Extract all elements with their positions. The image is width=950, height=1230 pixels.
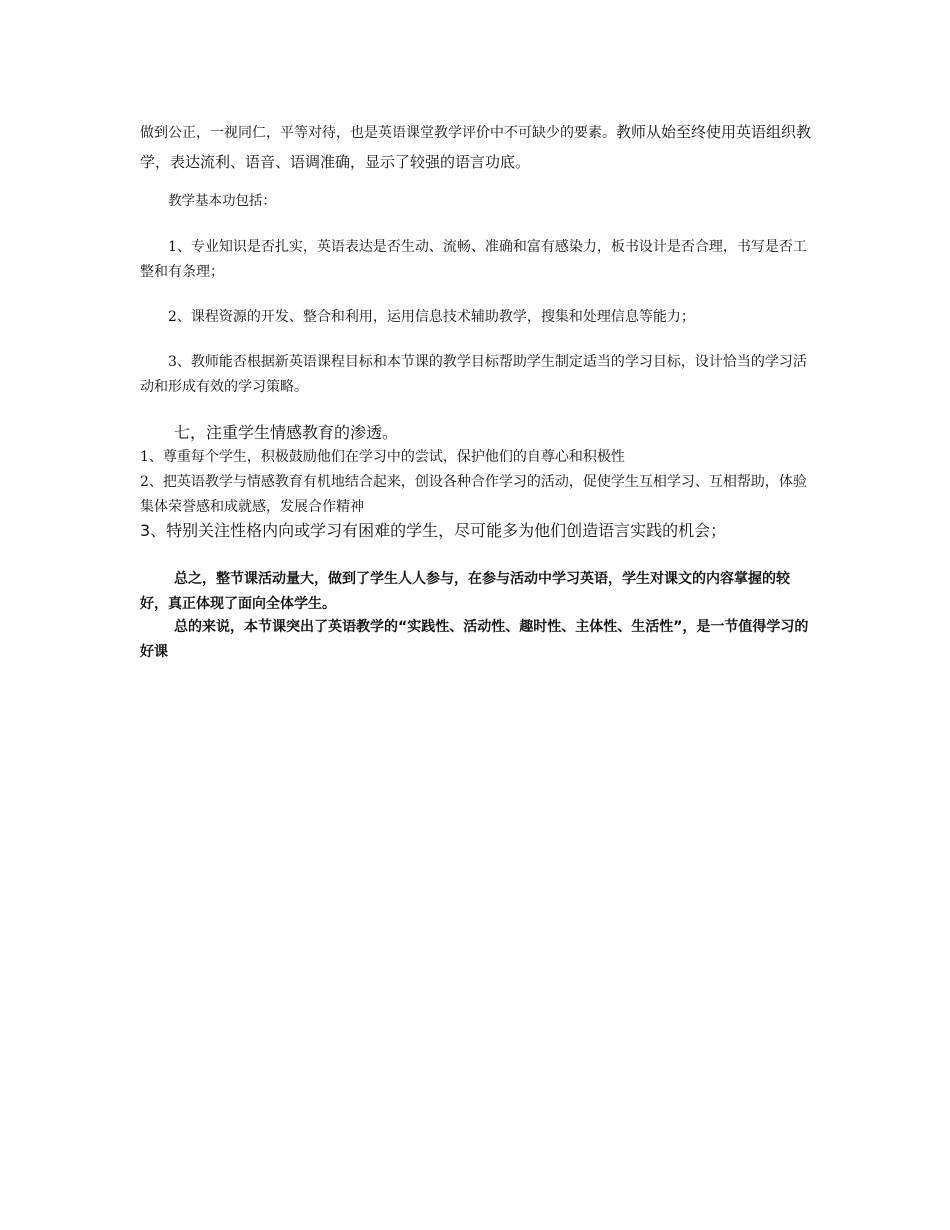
summary-paragraph-1: 总之，整节课活动量大，做到了学生人人参与，在参与活动中学习英语，学生对课文的内容掌握的较好，真正体现了面向全体学生。 — [140, 571, 790, 612]
section-7-heading: 七，注重学生情感教育的渗透。 — [174, 423, 399, 442]
section-7-item-2: 2、把英语教学与情感教育有机地结合起来，创设各种合作学习的活动，促使学生互相学习、互相帮助，体验集体荣誉感和成就感，发展合作精神 — [140, 474, 807, 515]
basics-item-3: 3、教师能否根据新英语课程目标和本节课的教学目标帮助学生制定适当的学习目标，设计恰当的学习活动和形成有效的学习策略。 — [140, 354, 807, 395]
basics-item-1: 1、专业知识是否扎实，英语表达是否生动、流畅、准确和富有感染力，板书设计是否合理，书写是否工整和有条理； — [140, 239, 807, 280]
intro-text-part-a: 做到公正，一视同仁，平等对待，也是英语课堂教学评价中不可缺少的要素。 — [140, 125, 616, 141]
basics-heading: 教学基本功包括： — [168, 193, 276, 209]
summary-paragraph-2: 总的来说，本节课突出了英语教学的“实践性、活动性、趣时性、主体性、生活性”，是一节值得学习的好课 — [140, 619, 809, 660]
basics-item-2: 2、课程资源的开发、整合和利用，运用信息技术辅助教学，搜集和处理信息等能力； — [168, 309, 695, 325]
section-7-item-3: 3、特别关注性格内向或学习有困难的学生，尽可能多为他们创造语言实践的机会； — [140, 521, 727, 540]
section-7-item-1: 1、尊重每个学生，积极鼓励他们在学习中的尝试，保护他们的自尊心和积极性 — [140, 449, 625, 465]
intro-paragraph — [140, 118, 812, 177]
intro-text-part-b: 教师从始至终使用英语组织教学，表达流利、语音、语调准确，显示了较强的语言功底。 — [140, 123, 812, 171]
